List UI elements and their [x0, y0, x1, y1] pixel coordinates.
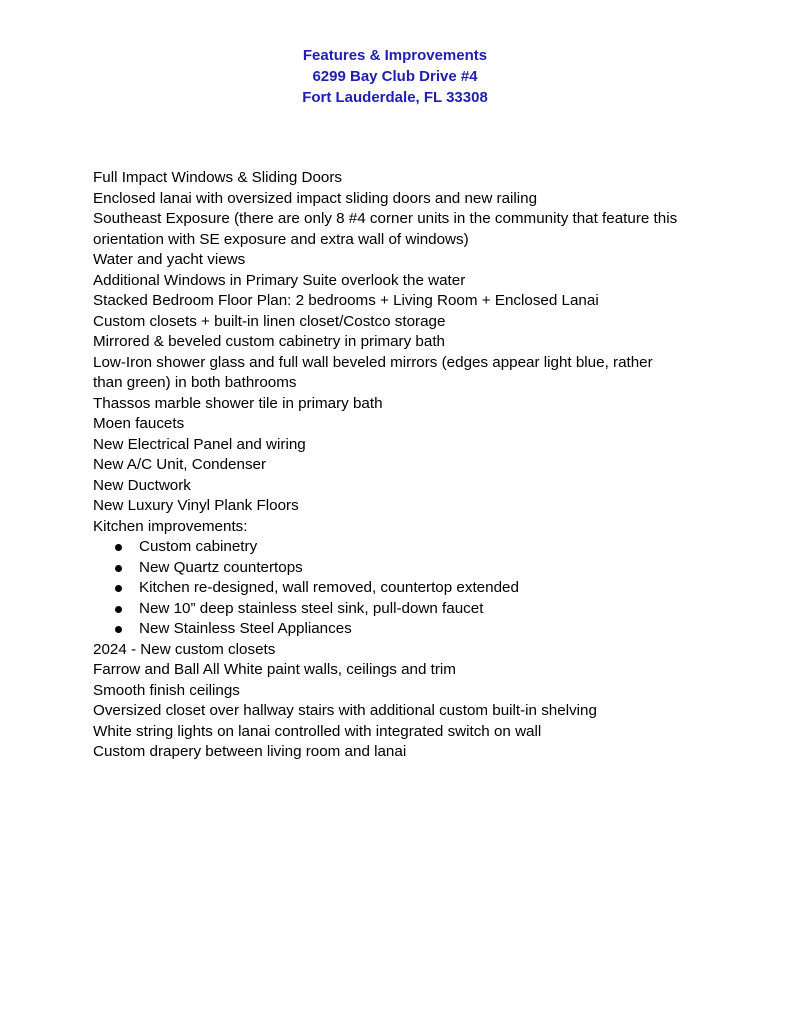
bullet-icon — [115, 565, 122, 572]
kitchen-list-item — [93, 537, 713, 558]
feature-line: Farrow and Ball All White paint walls, ceilings and trim — [93, 661, 456, 678]
feature-line: Mirrored & beveled custom cabinetry in primary bath — [93, 333, 445, 350]
bullet-icon — [115, 626, 122, 633]
feature-line: New Electrical Panel and wiring — [93, 435, 306, 453]
bullet-icon — [115, 544, 122, 551]
feature-line: Southeast Exposure (there are only 8 #4 corner units in the community that feature this orientation with SE exposure and extra wall of windows) — [93, 210, 678, 248]
feature-line: Full Impact Windows & Sliding Doors — [93, 169, 342, 186]
document-header — [0, 45, 790, 108]
kitchen-list-item — [93, 558, 713, 579]
kitchen-item-text: New Quartz countertops — [139, 558, 303, 576]
kitchen-list-item — [93, 619, 713, 640]
feature-line: Enclosed lanai with oversized impact sliding doors and new railing — [93, 189, 538, 207]
feature-line: White string lights on lanai controlled with integrated switch on wall — [93, 722, 542, 740]
feature-line: New Ductwork — [93, 476, 191, 494]
feature-line: 2024 - New custom closets — [93, 640, 276, 658]
kitchen-item-text: New Stainless Steel Appliances — [139, 620, 352, 637]
feature-line: Thassos marble shower tile in primary bath — [93, 394, 383, 412]
kitchen-improvements-list — [93, 537, 713, 640]
feature-line: Water and yacht views — [93, 251, 246, 268]
address-line-2: Fort Lauderdale, FL 33308 — [302, 89, 488, 106]
document-title: Features & Improvements — [302, 47, 488, 64]
feature-line: Custom closets + built-in linen closet/Costco storage — [93, 312, 446, 330]
kitchen-list-item — [93, 599, 713, 620]
feature-line: Custom drapery between living room and lanai — [93, 743, 407, 760]
features-list — [93, 168, 713, 763]
feature-line: Oversized closet over hallway stairs with additional custom built-in shelving — [93, 702, 597, 719]
feature-line: Low-Iron shower glass and full wall beveled mirrors (edges appear light blue, rather than green) in both bathrooms — [93, 353, 653, 391]
kitchen-list-item — [93, 578, 713, 599]
kitchen-item-text: Kitchen re-designed, wall removed, countertop extended — [139, 579, 519, 596]
address-line-1: 6299 Bay Club Drive #4 — [312, 68, 478, 85]
feature-line: Moen faucets — [93, 415, 185, 432]
feature-line: Stacked Bedroom Floor Plan: 2 bedrooms + Living Room + Enclosed Lanai — [93, 292, 599, 309]
kitchen-heading: Kitchen improvements: — [93, 517, 248, 535]
feature-line: New A/C Unit, Condenser — [93, 456, 267, 473]
bullet-icon — [115, 606, 122, 613]
feature-line: New Luxury Vinyl Plank Floors — [93, 497, 299, 514]
kitchen-item-text: Custom cabinetry — [139, 538, 258, 555]
feature-line: Smooth finish ceilings — [93, 681, 240, 699]
bullet-icon — [115, 585, 122, 592]
kitchen-item-text: New 10” deep stainless steel sink, pull-down faucet — [139, 599, 484, 617]
feature-line: Additional Windows in Primary Suite overlook the water — [93, 271, 466, 289]
